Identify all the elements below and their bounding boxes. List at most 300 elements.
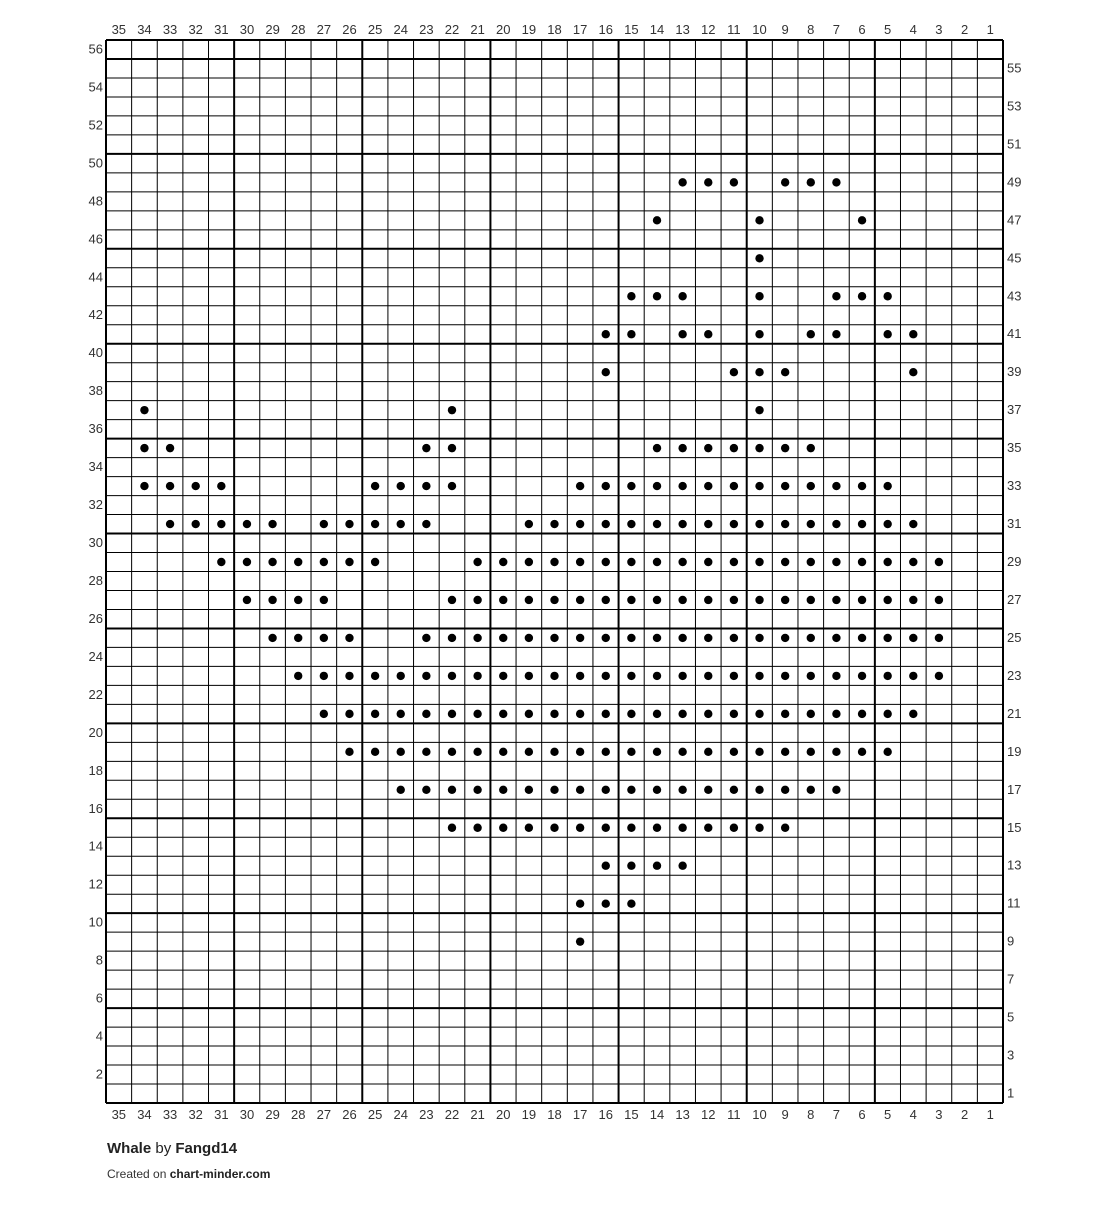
stitch-dot bbox=[192, 482, 200, 490]
stitch-dot bbox=[525, 710, 533, 718]
row-label-left: 10 bbox=[88, 914, 103, 930]
row-label-left: 8 bbox=[95, 952, 103, 968]
stitch-dot bbox=[704, 330, 712, 338]
column-label-bottom: 22 bbox=[444, 1107, 460, 1122]
stitch-dot bbox=[422, 748, 430, 756]
stitch-dot bbox=[730, 520, 738, 528]
stitch-dot bbox=[807, 710, 815, 718]
stitch-dot bbox=[832, 786, 840, 794]
stitch-dot bbox=[781, 482, 789, 490]
column-label-bottom: 18 bbox=[547, 1107, 562, 1122]
stitch-dot bbox=[320, 596, 328, 604]
row-label-right: 15 bbox=[1007, 819, 1022, 835]
stitch-dot bbox=[755, 748, 763, 756]
column-label-bottom: 17 bbox=[572, 1107, 588, 1122]
stitch-dot bbox=[883, 748, 891, 756]
stitch-dot bbox=[909, 672, 917, 680]
stitch-dot bbox=[653, 444, 661, 452]
stitch-dot bbox=[217, 558, 225, 566]
stitch-dot bbox=[653, 824, 661, 832]
row-label-right: 11 bbox=[1007, 895, 1021, 911]
stitch-dot bbox=[397, 786, 405, 794]
stitch-dot bbox=[473, 634, 481, 642]
stitch-dot bbox=[268, 634, 276, 642]
column-label-bottom: 24 bbox=[393, 1107, 408, 1122]
column-label-bottom: 32 bbox=[188, 1107, 203, 1122]
stitch-dot bbox=[525, 558, 533, 566]
stitch-dot bbox=[883, 672, 891, 680]
stitch-dot bbox=[935, 672, 943, 680]
created-on-text: Created on bbox=[107, 1167, 167, 1181]
stitch-dot bbox=[730, 596, 738, 604]
column-label-top: 31 bbox=[214, 22, 229, 37]
stitch-dot bbox=[832, 482, 840, 490]
stitch-dot bbox=[704, 596, 712, 604]
stitch-dot bbox=[807, 748, 815, 756]
stitch-dot bbox=[243, 596, 251, 604]
row-label-left: 38 bbox=[88, 383, 103, 399]
row-label-left: 56 bbox=[88, 41, 103, 57]
row-label-right: 53 bbox=[1007, 98, 1022, 114]
stitch-dot bbox=[832, 748, 840, 756]
row-label-left: 14 bbox=[88, 838, 103, 854]
stitch-dot bbox=[678, 558, 686, 566]
stitch-dot bbox=[704, 786, 712, 794]
stitch-dot bbox=[371, 672, 379, 680]
stitch-dot bbox=[935, 634, 943, 642]
stitch-dot bbox=[345, 634, 353, 642]
row-label-left: 20 bbox=[88, 724, 103, 740]
stitch-dot bbox=[935, 558, 943, 566]
row-label-left: 18 bbox=[88, 762, 103, 778]
stitch-dot bbox=[268, 558, 276, 566]
column-label-bottom: 12 bbox=[701, 1107, 716, 1122]
row-label-right: 47 bbox=[1007, 212, 1022, 228]
column-label-top: 12 bbox=[701, 22, 716, 37]
row-label-right: 29 bbox=[1007, 554, 1022, 570]
stitch-dot bbox=[807, 634, 815, 642]
stitch-dot bbox=[448, 710, 456, 718]
column-label-bottom: 26 bbox=[342, 1107, 357, 1122]
stitch-dot bbox=[755, 482, 763, 490]
row-label-right: 35 bbox=[1007, 440, 1022, 456]
stitch-dot bbox=[755, 710, 763, 718]
stitch-dot bbox=[602, 672, 610, 680]
stitch-dot bbox=[781, 178, 789, 186]
stitch-dot bbox=[755, 216, 763, 224]
stitch-dot bbox=[755, 596, 763, 604]
row-label-left: 42 bbox=[88, 307, 103, 323]
row-label-right: 13 bbox=[1007, 857, 1022, 873]
row-label-left: 36 bbox=[88, 421, 103, 437]
stitch-dot bbox=[807, 444, 815, 452]
row-label-left: 40 bbox=[88, 345, 103, 361]
column-label-bottom: 14 bbox=[649, 1107, 665, 1122]
stitch-dot bbox=[781, 672, 789, 680]
stitch-dot bbox=[807, 786, 815, 794]
stitch-dot bbox=[473, 824, 481, 832]
stitch-dot bbox=[397, 748, 405, 756]
column-label-top: 19 bbox=[521, 22, 537, 37]
stitch-dot bbox=[294, 634, 302, 642]
stitch-dot bbox=[602, 710, 610, 718]
column-label-top: 10 bbox=[752, 22, 767, 37]
column-label-bottom: 20 bbox=[496, 1107, 511, 1122]
row-label-left: 28 bbox=[88, 572, 103, 588]
stitch-dot bbox=[832, 520, 840, 528]
stitch-dot bbox=[140, 444, 148, 452]
row-label-right: 3 bbox=[1007, 1047, 1015, 1063]
stitch-dot bbox=[883, 558, 891, 566]
column-label-top: 25 bbox=[367, 22, 383, 37]
stitch-dot bbox=[883, 330, 891, 338]
stitch-dot bbox=[602, 596, 610, 604]
stitch-dot bbox=[653, 558, 661, 566]
column-label-bottom: 21 bbox=[470, 1107, 485, 1122]
stitch-dot bbox=[473, 596, 481, 604]
stitch-dot bbox=[294, 558, 302, 566]
column-label-top: 7 bbox=[832, 22, 841, 37]
stitch-dot bbox=[550, 748, 558, 756]
stitch-dot bbox=[909, 710, 917, 718]
row-label-right: 51 bbox=[1007, 136, 1022, 152]
stitch-dot bbox=[525, 786, 533, 794]
column-label-bottom: 25 bbox=[367, 1107, 383, 1122]
stitch-dot bbox=[653, 710, 661, 718]
stitch-dot bbox=[140, 406, 148, 414]
row-label-left: 4 bbox=[95, 1028, 103, 1044]
stitch-dot bbox=[525, 748, 533, 756]
site-link[interactable]: chart-minder.com bbox=[169, 1167, 271, 1181]
column-label-top: 35 bbox=[111, 22, 127, 37]
column-label-top: 34 bbox=[137, 22, 152, 37]
stitch-dot bbox=[653, 482, 661, 490]
stitch-dot bbox=[807, 672, 815, 680]
grid-lines bbox=[106, 40, 1003, 1103]
stitch-dot bbox=[909, 634, 917, 642]
stitch-dot bbox=[397, 482, 405, 490]
stitch-dot bbox=[140, 482, 148, 490]
column-label-bottom: 35 bbox=[111, 1107, 127, 1122]
stitch-dot bbox=[371, 558, 379, 566]
row-label-left: 2 bbox=[95, 1066, 103, 1082]
stitch-dot bbox=[935, 596, 943, 604]
row-label-left: 34 bbox=[88, 459, 103, 475]
stitch-dot bbox=[345, 672, 353, 680]
row-label-left: 32 bbox=[88, 497, 103, 513]
stitch-dot bbox=[217, 482, 225, 490]
stitch-dot bbox=[858, 558, 866, 566]
stitch-dot bbox=[320, 710, 328, 718]
stitch-dot bbox=[883, 596, 891, 604]
row-label-right: 49 bbox=[1007, 174, 1022, 190]
column-label-bottom: 16 bbox=[598, 1107, 613, 1122]
stitch-dot bbox=[883, 634, 891, 642]
stitch-dot bbox=[550, 786, 558, 794]
stitch-dot bbox=[653, 596, 661, 604]
row-label-left: 16 bbox=[88, 800, 103, 816]
row-label-left: 44 bbox=[88, 269, 103, 285]
column-label-top: 24 bbox=[393, 22, 408, 37]
stitch-dot bbox=[704, 178, 712, 186]
stitch-dot bbox=[807, 558, 815, 566]
stitch-dot bbox=[422, 710, 430, 718]
stitch-dot bbox=[627, 786, 635, 794]
stitch-dot bbox=[448, 672, 456, 680]
stitch-dot bbox=[627, 482, 635, 490]
stitch-dot bbox=[371, 482, 379, 490]
column-label-top: 11 bbox=[727, 22, 741, 37]
stitch-dot bbox=[576, 937, 584, 945]
stitch-dot bbox=[550, 824, 558, 832]
stitch-dot bbox=[627, 596, 635, 604]
stitch-dot bbox=[678, 178, 686, 186]
stitch-dot bbox=[499, 558, 507, 566]
stitch-dot bbox=[320, 520, 328, 528]
stitch-dot bbox=[602, 482, 610, 490]
column-label-bottom: 13 bbox=[675, 1107, 690, 1122]
column-label-bottom: 30 bbox=[239, 1107, 255, 1122]
column-label-bottom: 33 bbox=[162, 1107, 178, 1122]
column-label-top: 27 bbox=[316, 22, 332, 37]
stitch-dot bbox=[422, 520, 430, 528]
stitch-dot bbox=[678, 862, 686, 870]
stitch-dot bbox=[755, 824, 763, 832]
stitch-dot bbox=[807, 330, 815, 338]
stitch-dot bbox=[678, 520, 686, 528]
stitch-dot bbox=[704, 558, 712, 566]
chart-title-line bbox=[107, 1140, 270, 1157]
row-label-right: 17 bbox=[1007, 781, 1022, 797]
stitch-dot bbox=[525, 520, 533, 528]
column-label-top: 30 bbox=[239, 22, 255, 37]
row-label-right: 43 bbox=[1007, 288, 1022, 304]
stitch-dot bbox=[576, 634, 584, 642]
stitch-dot bbox=[781, 710, 789, 718]
stitch-dot bbox=[858, 482, 866, 490]
row-label-right: 39 bbox=[1007, 364, 1022, 380]
row-label-right: 25 bbox=[1007, 629, 1022, 645]
column-label-bottom: 23 bbox=[419, 1107, 434, 1122]
column-label-bottom: 2 bbox=[960, 1107, 969, 1122]
stitch-dot bbox=[627, 824, 635, 832]
column-label-bottom: 4 bbox=[909, 1107, 917, 1122]
stitch-dot bbox=[858, 748, 866, 756]
stitch-dot bbox=[602, 520, 610, 528]
stitch-dot bbox=[755, 292, 763, 300]
stitch-dot bbox=[781, 558, 789, 566]
stitch-dot bbox=[576, 748, 584, 756]
stitch-dot bbox=[781, 748, 789, 756]
column-label-bottom: 28 bbox=[290, 1107, 306, 1122]
stitch-dot bbox=[576, 558, 584, 566]
column-label-top: 17 bbox=[572, 22, 588, 37]
stitch-dot bbox=[473, 748, 481, 756]
row-label-left: 12 bbox=[88, 876, 103, 892]
stitch-dot bbox=[397, 710, 405, 718]
stitch-dot bbox=[576, 899, 584, 907]
column-label-top: 29 bbox=[265, 22, 280, 37]
stitch-dot bbox=[858, 634, 866, 642]
stitch-dot bbox=[832, 330, 840, 338]
stitch-dot bbox=[627, 520, 635, 528]
column-label-top: 26 bbox=[342, 22, 357, 37]
stitch-dot bbox=[627, 330, 635, 338]
stitch-dot bbox=[678, 786, 686, 794]
column-label-top: 13 bbox=[675, 22, 690, 37]
stitch-dot bbox=[807, 482, 815, 490]
stitch-dot bbox=[576, 824, 584, 832]
stitch-dot bbox=[525, 824, 533, 832]
stitch-dot bbox=[730, 786, 738, 794]
column-label-bottom: 34 bbox=[137, 1107, 152, 1122]
stitch-dot bbox=[550, 710, 558, 718]
stitch-dot bbox=[755, 786, 763, 794]
stitch-dot bbox=[294, 672, 302, 680]
stitch-dot bbox=[550, 634, 558, 642]
stitch-dot bbox=[448, 634, 456, 642]
row-label-right: 1 bbox=[1007, 1085, 1015, 1101]
stitch-dot bbox=[499, 596, 507, 604]
stitch-dot bbox=[704, 824, 712, 832]
stitch-dot bbox=[858, 672, 866, 680]
stitch-dot bbox=[525, 672, 533, 680]
stitch-dot bbox=[678, 482, 686, 490]
column-label-bottom: 3 bbox=[935, 1107, 943, 1122]
stitch-dot bbox=[268, 596, 276, 604]
stitch-dot bbox=[883, 520, 891, 528]
row-label-left: 46 bbox=[88, 231, 103, 247]
row-label-right: 23 bbox=[1007, 667, 1022, 683]
stitch-dot bbox=[653, 634, 661, 642]
stitch-dot bbox=[397, 520, 405, 528]
column-label-top: 28 bbox=[290, 22, 306, 37]
stitch-dot bbox=[576, 710, 584, 718]
stitch-dot bbox=[653, 216, 661, 224]
stitch-dot bbox=[730, 444, 738, 452]
row-label-right: 37 bbox=[1007, 402, 1022, 418]
column-label-top: 4 bbox=[909, 22, 917, 37]
stitch-dot bbox=[499, 710, 507, 718]
stitch-dot bbox=[883, 292, 891, 300]
stitch-dot bbox=[832, 178, 840, 186]
row-label-left: 48 bbox=[88, 193, 103, 209]
stitch-dot bbox=[550, 672, 558, 680]
stitch-dot bbox=[704, 520, 712, 528]
stitch-dot bbox=[627, 634, 635, 642]
column-label-top: 16 bbox=[598, 22, 613, 37]
stitch-dot bbox=[781, 786, 789, 794]
stitch-dot bbox=[602, 330, 610, 338]
stitch-dot bbox=[345, 748, 353, 756]
stitch-dot bbox=[909, 330, 917, 338]
credit-line bbox=[107, 1167, 270, 1181]
stitch-dot bbox=[653, 672, 661, 680]
column-label-top: 8 bbox=[807, 22, 815, 37]
stitch-dot bbox=[909, 368, 917, 376]
row-label-right: 55 bbox=[1007, 60, 1022, 76]
row-label-right: 45 bbox=[1007, 250, 1022, 266]
row-label-right: 19 bbox=[1007, 743, 1022, 759]
row-label-right: 5 bbox=[1007, 1009, 1015, 1025]
column-label-bottom: 27 bbox=[316, 1107, 332, 1122]
stitch-dot bbox=[473, 710, 481, 718]
stitch-dot bbox=[730, 748, 738, 756]
stitch-dot bbox=[704, 444, 712, 452]
row-label-left: 24 bbox=[88, 648, 103, 664]
stitch-dot bbox=[704, 672, 712, 680]
stitch-dot bbox=[832, 634, 840, 642]
stitch-dot bbox=[499, 824, 507, 832]
column-label-bottom: 9 bbox=[781, 1107, 789, 1122]
stitch-dot bbox=[678, 824, 686, 832]
stitch-dot bbox=[781, 596, 789, 604]
stitch-dot bbox=[653, 862, 661, 870]
stitch-dot bbox=[832, 672, 840, 680]
stitch-dot bbox=[781, 634, 789, 642]
stitch-dot bbox=[755, 330, 763, 338]
column-label-bottom: 29 bbox=[265, 1107, 280, 1122]
by-text: by bbox=[155, 1140, 172, 1157]
stitch-dot bbox=[473, 672, 481, 680]
stitch-dot bbox=[422, 482, 430, 490]
stitch-dot bbox=[832, 596, 840, 604]
stitch-dot bbox=[602, 634, 610, 642]
column-label-bottom: 6 bbox=[858, 1107, 866, 1122]
stitch-dot bbox=[909, 520, 917, 528]
stitch-dot bbox=[473, 558, 481, 566]
column-label-top: 33 bbox=[162, 22, 178, 37]
stitch-dot bbox=[422, 634, 430, 642]
stitch-dot bbox=[883, 482, 891, 490]
stitch-dot bbox=[730, 558, 738, 566]
stitch-dot bbox=[448, 596, 456, 604]
stitch-dot bbox=[755, 558, 763, 566]
stitch-dot bbox=[320, 672, 328, 680]
row-label-right: 7 bbox=[1007, 971, 1015, 987]
stitch-dot bbox=[602, 748, 610, 756]
row-label-right: 41 bbox=[1007, 326, 1022, 342]
row-label-right: 33 bbox=[1007, 478, 1022, 494]
column-label-top: 3 bbox=[935, 22, 943, 37]
stitch-dot bbox=[602, 899, 610, 907]
stitch-dot bbox=[858, 292, 866, 300]
column-label-top: 6 bbox=[858, 22, 866, 37]
stitch-dot bbox=[499, 634, 507, 642]
stitch-dot bbox=[627, 672, 635, 680]
stitch-dot bbox=[576, 520, 584, 528]
stitch-dot bbox=[550, 520, 558, 528]
stitch-dot bbox=[858, 216, 866, 224]
row-label-left: 22 bbox=[88, 686, 103, 702]
stitch-dot bbox=[576, 482, 584, 490]
stitch-dot bbox=[448, 824, 456, 832]
stitch-dot bbox=[576, 672, 584, 680]
chart-title: Whale bbox=[107, 1140, 152, 1157]
stitch-dot bbox=[755, 634, 763, 642]
column-label-top: 18 bbox=[547, 22, 562, 37]
stitch-dot bbox=[448, 406, 456, 414]
row-label-left: 52 bbox=[88, 117, 103, 133]
stitch-dot bbox=[448, 444, 456, 452]
stitch-dot bbox=[243, 520, 251, 528]
column-label-bottom: 7 bbox=[832, 1107, 841, 1122]
stitch-dot bbox=[602, 862, 610, 870]
row-label-right: 27 bbox=[1007, 591, 1022, 607]
stitch-dot bbox=[422, 786, 430, 794]
stitch-dot bbox=[704, 748, 712, 756]
stitch-dot bbox=[678, 634, 686, 642]
